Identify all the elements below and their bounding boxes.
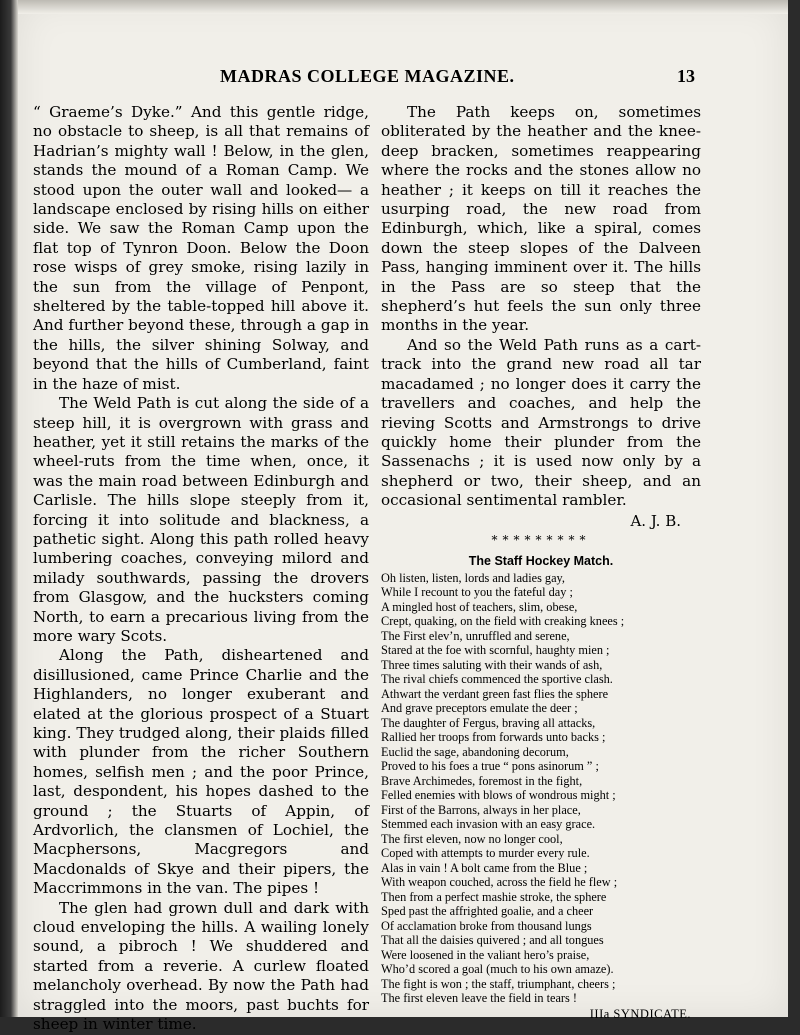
poem-line: Then from a perfect mashie stroke, the sphere bbox=[381, 889, 607, 904]
poem-line: The fight is won ; the staff, triumphant, cheers ; bbox=[381, 976, 616, 991]
running-header: MADRAS COLLEGE MAGAZINE. bbox=[220, 66, 515, 86]
paragraph: The Path keeps on, sometimes obliterated by the heather and the knee-deep bracken, sometimes reappearing where the rocks and the stones allow no heather ; it keeps on till it reaches the usurping road, the new road from Edinburgh, which, like a spiral, comes down the steep slopes of the Dalveen Pass, hanging imminent over it. The hills in the Pass are so steep that the shepherd’s hut feels the sun only three months in the year. bbox=[381, 103, 701, 335]
page-number: 13 bbox=[677, 66, 695, 86]
poem-line: With weapon couched, across the field he flew ; bbox=[381, 875, 618, 890]
poem-line: And grave preceptors emulate the deer ; bbox=[381, 701, 578, 716]
poem-line: That all the daisies quivered ; and all tongues bbox=[381, 933, 604, 948]
author-signature: A. J. B. bbox=[630, 511, 681, 530]
poem-line: Rallied her troops from forwards unto backs ; bbox=[381, 730, 606, 745]
poem-line: Stemmed each invasion with an easy grace. bbox=[381, 817, 596, 832]
poem-line: Alas in vain ! A bolt came from the Blue ; bbox=[381, 860, 588, 875]
paragraph: “ Graeme’s Dyke.” And this gentle ridge, no obstacle to sheep, is all that remains of Hadrian’s mighty wall ! Below, in the glen, stands the mound of a Roman Camp. We stood upon the outer wall and looked— a landscape enclosed by rising hills on either side. We saw the Roman Camp upon the flat top of Tynron Doon. Below the Doon rose wisps of grey smoke, rising lazily in the sun from the village of Penpont, sheltered by the table-topped hill above it. And further beyond these, through a gap in the hills, the silver shining Solway, and beyond that the hills of Cumberland, faint in the haze of mist. bbox=[33, 103, 369, 393]
poem-line: Of acclamation broke from thousand lungs bbox=[381, 918, 592, 933]
poem-line: Sped past the affrighted goalie, and a cheer bbox=[381, 904, 594, 919]
scan-left-edge bbox=[0, 0, 18, 1017]
poem-line: Euclid the sage, abandoning decorum, bbox=[381, 744, 569, 759]
poem-line: Were loosened in the valiant hero’s praise, bbox=[381, 947, 590, 962]
section-separator: ********* bbox=[491, 532, 591, 547]
poem-line: A mingled host of teachers, slim, obese, bbox=[381, 599, 578, 614]
paragraph: And so the Weld Path runs as a cart-track into the grand new road all tar macadamed ; no longer does it carry the travellers and coaches, and help the rieving Scotts and Armstrongs to drive quickly home their plunder from the Sassenachs ; it is used now only by a shepherd or two, their sheep, and an occasional sentimental rambler. bbox=[381, 335, 701, 510]
left-column bbox=[33, 103, 369, 1035]
poem-signature: IIIa SYNDICATE. bbox=[589, 1006, 691, 1021]
poem-line: Athwart the verdant green fast flies the sphere bbox=[381, 686, 609, 701]
poem-line: Three times saluting with their wands of ash, bbox=[381, 657, 603, 672]
poem-line: Oh listen, listen, lords and ladies gay, bbox=[381, 570, 565, 585]
paragraph: The glen had grown dull and dark with cloud enveloping the hills. A wailing lonely sound, a pibroch ! We shuddered and started from a reverie. A curlew floated melancholy overhead. By now the Path had straggled into the moors, past buchts for sheep in winter time. bbox=[33, 898, 369, 1034]
poem-line: Who’d scored a goal (much to his own amaze). bbox=[381, 962, 614, 977]
poem-line: First of the Barrons, always in her place, bbox=[381, 802, 581, 817]
poem-line: Stared at the foe with scornful, haughty mien ; bbox=[381, 643, 610, 658]
poem-line: The daughter of Fergus, braving all attacks, bbox=[381, 715, 596, 730]
right-column bbox=[381, 103, 701, 1022]
poem-line: Proved to his foes a true “ pons asinorum ” ; bbox=[381, 759, 599, 774]
poem-line: Felled enemies with blows of wondrous might ; bbox=[381, 788, 616, 803]
paragraph: The Weld Path is cut along the side of a steep hill, it is overgrown with grass and heather, yet it still retains the marks of the wheel-ruts from the time when, once, it was the main road between Edinburgh and Carlisle. The hills slope steeply from it, forcing it into solitude and blackness, a pathetic sight. Along this path rolled heavy lumbering coaches, conveying milord and milady southwards, passing the drovers from Glasgow, and the hucksters coming North, to earn a precarious living from the more wary Scots. bbox=[33, 394, 369, 645]
poem-line: The First elev’n, unruffled and serene, bbox=[381, 628, 570, 643]
poem-line: Crept, quaking, on the field with creaking knees ; bbox=[381, 614, 625, 629]
poem-line: While I recount to you the fateful day ; bbox=[381, 585, 573, 600]
poem-line: Coped with attempts to murder every rule. bbox=[381, 846, 590, 861]
poem-line: The rival chiefs commenced the sportive clash. bbox=[381, 672, 613, 687]
poem-line: The first eleven leave the field in tears ! bbox=[381, 991, 577, 1006]
scan-top-shadow bbox=[18, 0, 788, 14]
poem-line: Brave Archimedes, foremost in the fight, bbox=[381, 773, 583, 788]
poem-title: The Staff Hockey Match. bbox=[468, 553, 614, 568]
poem-line: The first eleven, now no longer cool, bbox=[381, 831, 563, 846]
paragraph: Along the Path, disheartened and disillusioned, came Prince Charlie and the Highlanders, no longer exuberant and elated at the glorious prospect of a Stuart king. They trudged along, their plaids filled with plunder from the richer Southern homes, selfish men ; and the poor Prince, last, despondent, his hopes dashed to the ground ; the Stuarts of Appin, of Ardvorlich, the clansmen of Lochiel, the Macphersons, Macgregors and Macdonalds of Skye and their pipers, the Maccrimmons in the van. The pipes ! bbox=[33, 646, 369, 898]
poem bbox=[381, 571, 701, 1006]
